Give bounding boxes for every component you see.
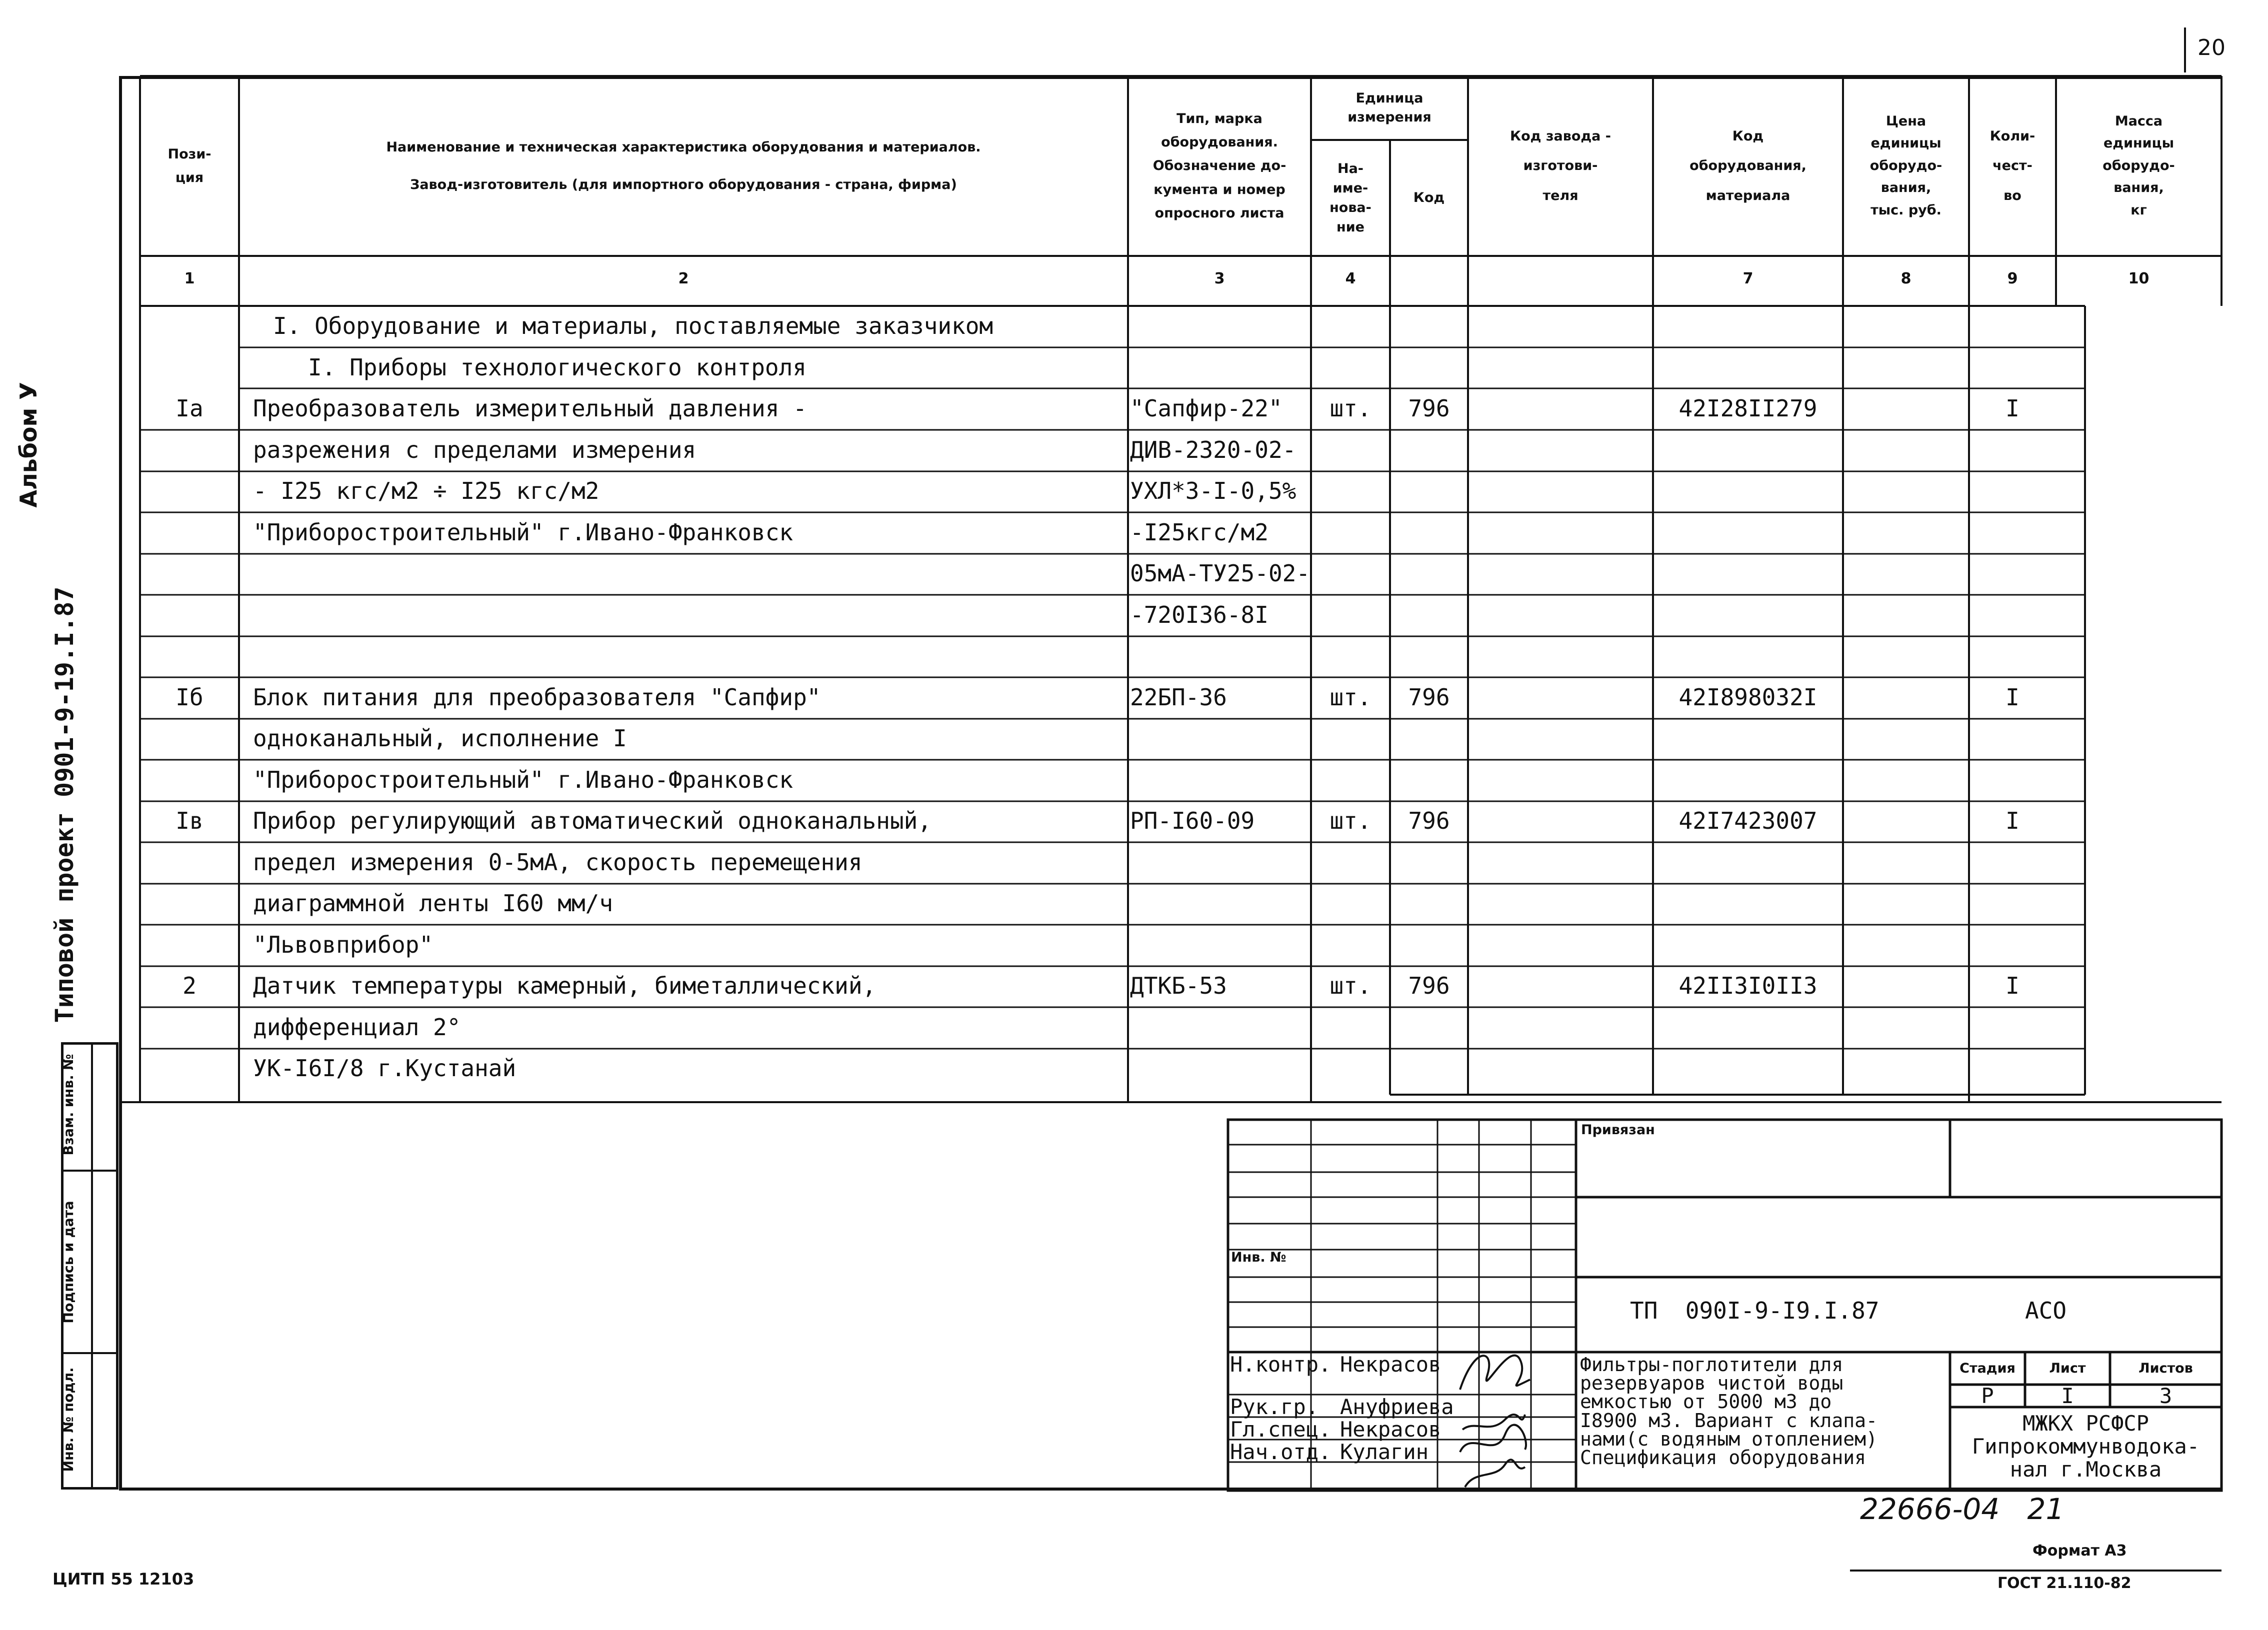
cell-type: ДИВ-2320-02-	[1130, 436, 1296, 463]
cell-name: "Приборостроительный" г.Ивано-Франковск	[253, 518, 794, 546]
title-line-4: I8900 м3. Вариант с клапа-	[1580, 1409, 1878, 1432]
cell-pos: Iв	[176, 807, 204, 834]
role-2-name: Ануфриева	[1340, 1395, 1454, 1419]
cell-code: 42II3I0II3	[1678, 972, 1818, 999]
cell-type: -720I36-8I	[1130, 601, 1268, 628]
cell-name: I. Приборы технологического контроля	[308, 353, 806, 381]
cell-name: Блок питания для преобразователя "Сапфир"	[253, 683, 821, 711]
privyazan-label: Привязан	[1581, 1122, 1655, 1138]
cell-name: "Приборостроительный" г.Ивано-Франковск	[253, 766, 794, 793]
role-4-name: Кулагин	[1340, 1440, 1429, 1464]
header-factory-code: Код завода - изготови- теля	[1510, 128, 1611, 203]
cell-code: 42I28II279	[1678, 395, 1818, 422]
header-name-line1: Наименование и техническая характеристика оборудования и материалов.	[386, 139, 981, 155]
cell-type: ДТКБ-53	[1130, 972, 1227, 999]
sheets-label: Листов	[2138, 1361, 2193, 1376]
cell-unit: шт.	[1330, 972, 1372, 999]
cell-code: 42I7423007	[1678, 807, 1818, 834]
stage-label: Стадия	[1960, 1361, 2016, 1376]
col-num-8: 8	[1900, 270, 1912, 287]
sheet-label: Лист	[2049, 1361, 2086, 1376]
title-line-2: резервуаров чистой воды	[1580, 1372, 1844, 1395]
cell-name: Прибор регулирующий автоматический одноканальный,	[253, 807, 932, 834]
header-position: Пози- ция	[168, 146, 212, 185]
cell-name: диаграммной ленты I60 мм/ч	[253, 890, 614, 917]
title-line-3: емкостью от 5000 м3 до	[1580, 1391, 1832, 1413]
cell-unitcode: 796	[1408, 395, 1450, 422]
doc-designation: ТП 090I-9-I9.I.87	[1630, 1297, 1880, 1324]
signatures	[1460, 1356, 1530, 1487]
organization	[1950, 1412, 2222, 1482]
cell-type: "Сапфир-22"	[1130, 395, 1282, 422]
cell-qty: I	[2006, 395, 2020, 422]
col-num-3: 3	[1214, 270, 1225, 287]
header-quantity: Коли- чест- во	[1990, 128, 2036, 203]
sheet-value: I	[2061, 1384, 2074, 1408]
footer-left: ЦИТП 55 12103	[52, 1570, 194, 1589]
col-num-4: 4	[1345, 270, 1356, 287]
cell-unit: шт.	[1330, 683, 1372, 711]
role-2: Рук.гр.	[1230, 1395, 1319, 1419]
page-number: 20	[2198, 35, 2226, 60]
header-name-line2: Завод-изготовитель (для импортного оборудования - страна, фирма)	[410, 177, 957, 192]
role-1: Н.контр.	[1230, 1352, 1332, 1377]
col-num-1: 1	[184, 270, 195, 287]
col-num-2: 2	[678, 270, 689, 287]
cell-name: дифференциал 2°	[253, 1013, 461, 1041]
header-unit-group: Единица измерения	[1348, 90, 1432, 125]
org-line-3: нал г.Москва	[2010, 1457, 2162, 1482]
header-mass: Масса единицы оборудо- вания, кг	[2102, 113, 2175, 218]
role-4: Нач.отд.	[1230, 1440, 1332, 1464]
stamp-inv-podl: Инв. № подл.	[61, 1367, 76, 1472]
cell-type: РП-I60-09	[1130, 807, 1255, 834]
cell-pos: Iб	[176, 683, 204, 711]
role-3-name: Некрасов	[1340, 1417, 1442, 1442]
col-num-10: 10	[2128, 270, 2150, 287]
org-line-1: МЖКХ РСФСР	[2022, 1411, 2149, 1436]
album-label: Альбом У	[15, 382, 42, 508]
cell-name: УК-I6I/8 г.Кустанай	[253, 1055, 516, 1082]
header-equipment-code: Код оборудования, материала	[1690, 128, 1806, 203]
cell-type: УХЛ*3-I-0,5%	[1130, 477, 1296, 504]
cell-name: "Львовприбор"	[253, 931, 434, 958]
header-type: Тип, марка оборудования. Обозначение до- кумента и номер опросного листа	[1152, 110, 1286, 221]
cell-unitcode: 796	[1408, 683, 1450, 711]
cell-type: 05мА-ТУ25-02-	[1130, 560, 1310, 587]
cell-name: одноканальный, исполнение I	[253, 725, 627, 752]
footer-rule	[1850, 1570, 2222, 1572]
stage-value: Р	[1981, 1384, 1994, 1408]
cell-name: Датчик температуры камерный, биметаллический,	[253, 972, 876, 999]
header-unit-name: На- име- нова- ние	[1330, 160, 1372, 235]
footer-gost: ГОСТ 21.110-82	[1998, 1575, 2132, 1592]
cell-unit: шт.	[1330, 395, 1372, 422]
sheet-title	[1580, 1356, 1878, 1467]
cell-type: 22БП-36	[1130, 683, 1227, 711]
col-num-9: 9	[2007, 270, 2018, 287]
cell-code: 42I898032I	[1678, 683, 1818, 711]
footer-format: Формат А3	[2032, 1542, 2127, 1560]
header-price: Цена единицы оборудо- вания, тыс. руб.	[1870, 113, 1942, 218]
cell-name: I. Оборудование и материалы, поставляемые заказчиком	[273, 312, 994, 339]
cell-unitcode: 796	[1408, 807, 1450, 834]
cell-pos: Iа	[176, 395, 204, 422]
stamp-vzam: Взам. инв. №	[61, 1054, 76, 1156]
cell-unit: шт.	[1330, 807, 1372, 834]
title-line-6: Спецификация оборудования	[1580, 1447, 1866, 1469]
role-3: Гл.спец.	[1230, 1417, 1332, 1442]
project-label: Типовой проект 0901-9-19.I.87	[50, 586, 79, 1023]
doc-mark: АСО	[2025, 1297, 2067, 1324]
cell-unitcode: 796	[1408, 972, 1450, 999]
stamp-podpis: Подпись и дата	[61, 1201, 76, 1324]
header-unit-code: Код	[1413, 190, 1445, 206]
col-num-7: 7	[1742, 270, 1754, 287]
cell-qty: I	[2006, 683, 2020, 711]
title-line-1: Фильтры-поглотители для	[1580, 1354, 1844, 1376]
inv-label: Инв. №	[1231, 1250, 1286, 1265]
cell-name: разрежения с пределами измерения	[253, 436, 696, 463]
cell-name: - I25 кгс/м2 ÷ I25 кгс/м2	[253, 477, 600, 504]
cell-qty: I	[2006, 807, 2020, 834]
cell-qty: I	[2006, 972, 2020, 999]
sheets-value: 3	[2159, 1384, 2172, 1408]
cell-pos: 2	[182, 972, 196, 999]
cell-type: -I25кгс/м2	[1130, 518, 1268, 546]
title-line-5: нами(с водяным отоплением)	[1580, 1428, 1878, 1450]
archive-number: 22666-04 21	[1860, 1492, 2064, 1526]
cell-name: Преобразователь измерительный давления -	[253, 395, 807, 422]
cell-name: предел измерения 0-5мА, скорость перемещения	[253, 848, 862, 876]
org-line-2: Гипрокоммунводока-	[1972, 1434, 2200, 1459]
role-1-name: Некрасов	[1340, 1352, 1442, 1377]
